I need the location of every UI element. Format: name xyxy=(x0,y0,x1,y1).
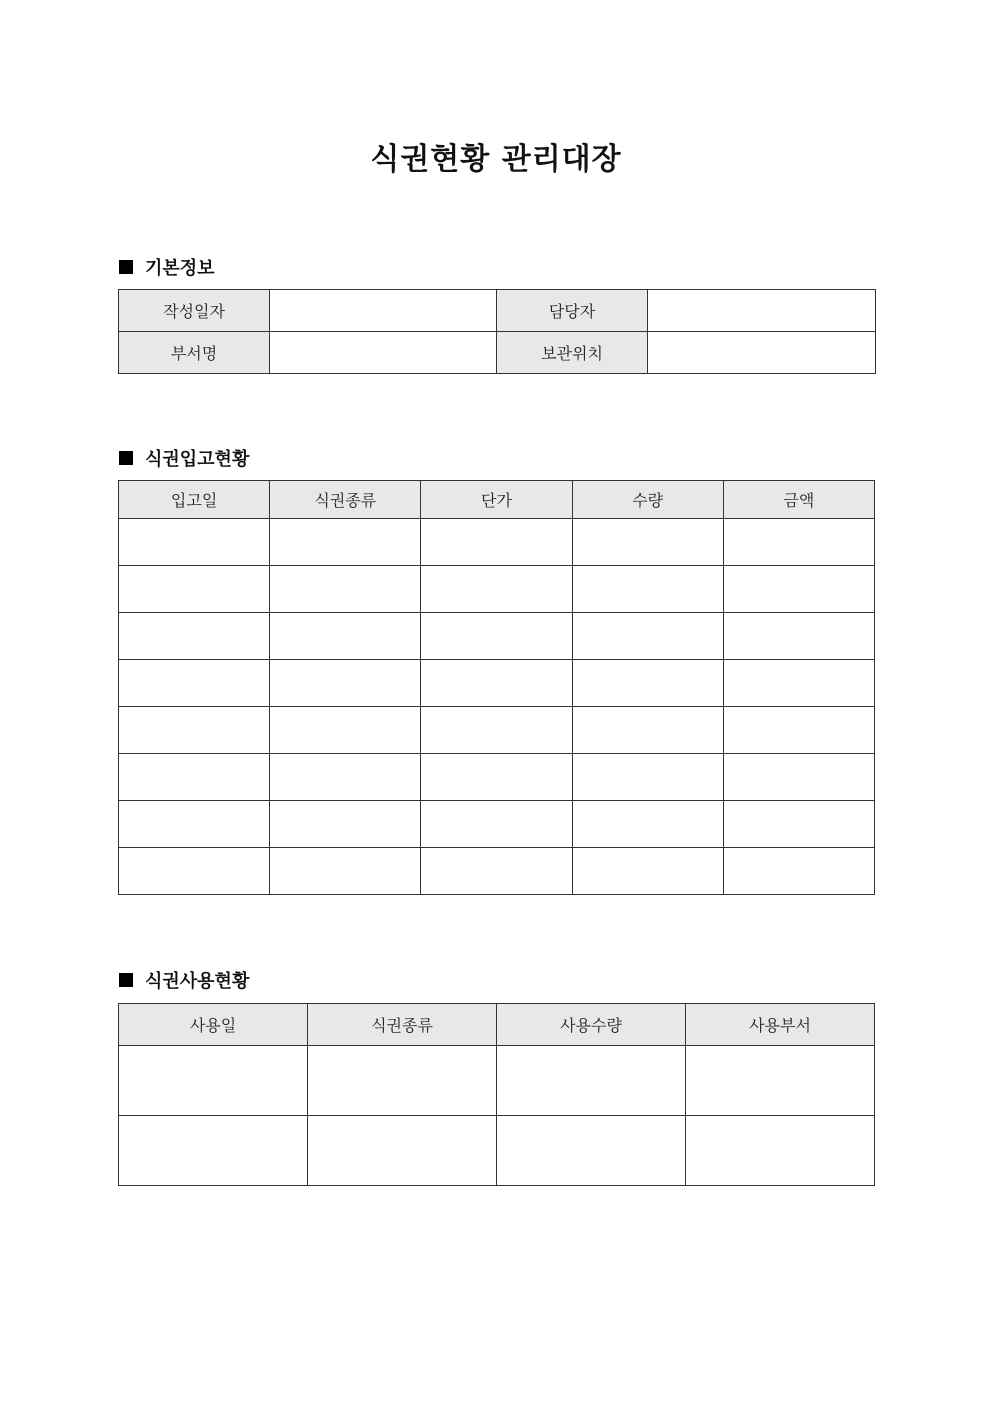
intake-table xyxy=(118,480,875,895)
intake-cell[interactable] xyxy=(572,519,723,566)
intake-cell[interactable] xyxy=(723,801,874,848)
usage-cell[interactable] xyxy=(497,1116,686,1186)
table-row xyxy=(119,613,875,660)
intake-cell[interactable] xyxy=(119,754,270,801)
intake-cell[interactable] xyxy=(270,660,421,707)
table-row xyxy=(119,332,876,374)
intake-cell[interactable] xyxy=(270,613,421,660)
intake-cell[interactable] xyxy=(119,660,270,707)
intake-heading xyxy=(119,445,249,471)
intake-cell[interactable] xyxy=(119,801,270,848)
intake-cell[interactable] xyxy=(119,613,270,660)
intake-cell[interactable] xyxy=(572,707,723,754)
square-bullet-icon xyxy=(119,973,133,987)
intake-heading-text: 식권입고현황 xyxy=(145,449,250,470)
field-value-date[interactable] xyxy=(270,290,497,332)
intake-cell[interactable] xyxy=(270,519,421,566)
intake-cell[interactable] xyxy=(270,707,421,754)
basic-info-heading-text: 기본정보 xyxy=(145,258,215,279)
intake-cell[interactable] xyxy=(421,754,572,801)
table-row xyxy=(119,707,875,754)
field-label-date: 작성일자 xyxy=(119,290,270,332)
intake-cell[interactable] xyxy=(723,613,874,660)
column-header: 사용수량 xyxy=(497,1004,686,1046)
intake-cell[interactable] xyxy=(723,566,874,613)
column-header: 사용일 xyxy=(119,1004,308,1046)
intake-cell[interactable] xyxy=(723,754,874,801)
usage-heading-text: 식권사용현황 xyxy=(145,971,250,992)
intake-cell[interactable] xyxy=(270,801,421,848)
table-row xyxy=(119,754,875,801)
usage-cell[interactable] xyxy=(308,1046,497,1116)
field-label-storage: 보관위치 xyxy=(497,332,648,374)
table-row xyxy=(119,848,875,895)
field-value-storage[interactable] xyxy=(648,332,876,374)
column-header: 단가 xyxy=(421,481,572,519)
field-value-department[interactable] xyxy=(270,332,497,374)
intake-cell[interactable] xyxy=(723,519,874,566)
table-row xyxy=(119,290,876,332)
table-header-row xyxy=(119,481,875,519)
usage-cell[interactable] xyxy=(308,1116,497,1186)
table-row xyxy=(119,566,875,613)
intake-cell[interactable] xyxy=(572,848,723,895)
intake-cell[interactable] xyxy=(723,660,874,707)
intake-cell[interactable] xyxy=(572,754,723,801)
column-header: 입고일 xyxy=(119,481,270,519)
intake-cell[interactable] xyxy=(421,801,572,848)
intake-cell[interactable] xyxy=(119,707,270,754)
table-header-row xyxy=(119,1004,875,1046)
intake-cell[interactable] xyxy=(421,566,572,613)
usage-cell[interactable] xyxy=(119,1116,308,1186)
column-header: 금액 xyxy=(723,481,874,519)
field-label-department: 부서명 xyxy=(119,332,270,374)
intake-cell[interactable] xyxy=(421,519,572,566)
intake-cell[interactable] xyxy=(421,707,572,754)
intake-cell[interactable] xyxy=(270,754,421,801)
table-row xyxy=(119,660,875,707)
usage-cell[interactable] xyxy=(686,1046,875,1116)
intake-cell[interactable] xyxy=(421,848,572,895)
column-header: 사용부서 xyxy=(686,1004,875,1046)
intake-cell[interactable] xyxy=(572,566,723,613)
column-header: 식권종류 xyxy=(270,481,421,519)
basic-info-table xyxy=(118,289,876,374)
field-label-manager: 담당자 xyxy=(497,290,648,332)
usage-table xyxy=(118,1003,875,1186)
intake-cell[interactable] xyxy=(723,707,874,754)
square-bullet-icon xyxy=(119,260,133,274)
intake-cell[interactable] xyxy=(421,613,572,660)
usage-cell[interactable] xyxy=(119,1046,308,1116)
intake-cell[interactable] xyxy=(270,848,421,895)
document-title: 식권현황 관리대장 xyxy=(370,142,622,177)
field-value-manager[interactable] xyxy=(648,290,876,332)
intake-cell[interactable] xyxy=(119,848,270,895)
usage-cell[interactable] xyxy=(497,1046,686,1116)
table-row xyxy=(119,519,875,566)
column-header: 식권종류 xyxy=(308,1004,497,1046)
intake-cell[interactable] xyxy=(572,660,723,707)
basic-info-heading xyxy=(119,254,215,280)
square-bullet-icon xyxy=(119,451,133,465)
usage-cell[interactable] xyxy=(686,1116,875,1186)
table-row xyxy=(119,1116,875,1186)
column-header: 수량 xyxy=(572,481,723,519)
intake-cell[interactable] xyxy=(723,848,874,895)
intake-cell[interactable] xyxy=(119,519,270,566)
intake-cell[interactable] xyxy=(572,613,723,660)
table-row xyxy=(119,1046,875,1116)
intake-cell[interactable] xyxy=(270,566,421,613)
table-row xyxy=(119,801,875,848)
intake-cell[interactable] xyxy=(572,801,723,848)
usage-heading xyxy=(119,967,249,993)
intake-cell[interactable] xyxy=(421,660,572,707)
intake-cell[interactable] xyxy=(119,566,270,613)
